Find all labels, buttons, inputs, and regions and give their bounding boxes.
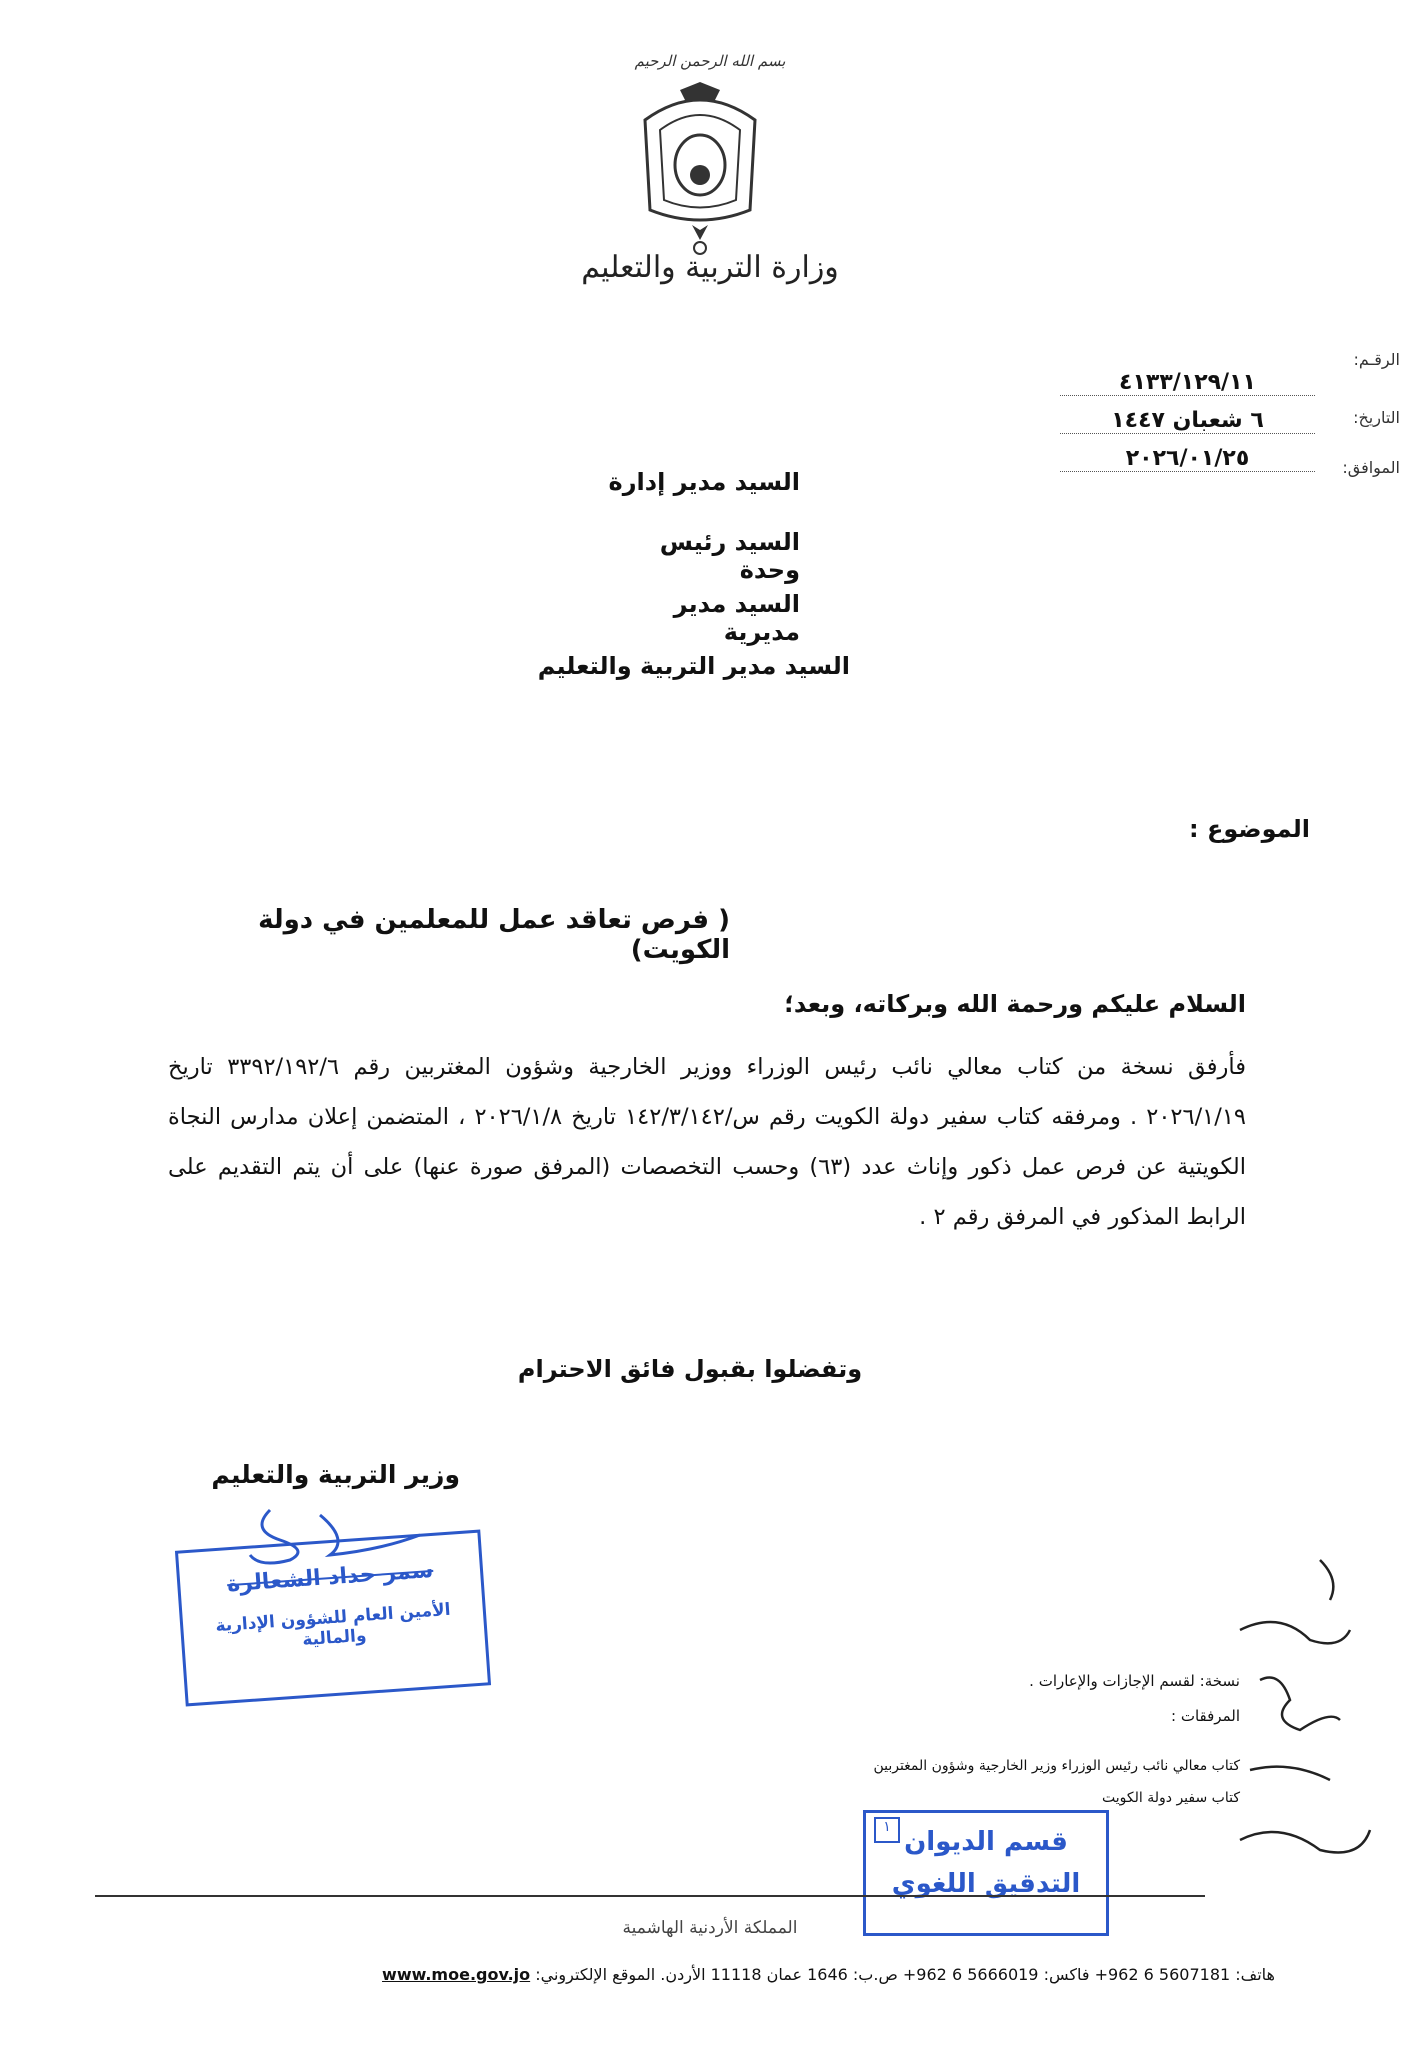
stamp-number: ١	[874, 1817, 900, 1843]
copy-to: نسخة: لقسم الإجازات والإعارات .	[1029, 1672, 1240, 1690]
addressee-2: السيد رئيس وحدة	[659, 528, 800, 584]
addressee-3: السيد مدير مديرية	[673, 590, 800, 646]
stamp-line2: التدقيق اللغوي	[891, 1869, 1081, 1899]
body-paragraph: فأرفق نسخة من كتاب معالي نائب رئيس الوزراء ووزير الخارجية وشؤون المغتربين رقم ٣٣٩٢/١٩٢/٦ تاريخ ٢٠٢٦/١/١٩ . ومرفقه كتاب سفير دولة الكويت رقم س/١٤٢/٣/١٤٢ تاريخ ٢٠٢٦/١/٨ ، المتضمن إعلان مدارس النجاة الكويتية عن فرص عمل ذكور وإناث عدد (٦٣) وحسب التخصصات (المرفق صورة عنها) على أن يتم التقديم على الرابط المذكور في المرفق رقم ٢ .	[168, 1054, 1247, 1230]
date-value: ٦ شعبان ١٤٤٧	[1060, 408, 1315, 434]
number-label: الرقـم:	[1353, 350, 1400, 369]
attachment-item: كتاب معالي نائب رئيس الوزراء وزير الخارجية وشؤون المغتربين	[873, 1758, 1240, 1774]
number-value: ٤١٣٣/١٢٩/١١	[1060, 370, 1315, 396]
date-label: التاريخ:	[1353, 408, 1400, 427]
attachment-item: كتاب سفير دولة الكويت	[1102, 1790, 1240, 1806]
stamp-line1: قسم الديوان	[904, 1827, 1068, 1857]
ministry-name: وزارة التربية والتعليم	[581, 250, 839, 285]
footer-kingdom: المملكة الأردنية الهاشمية	[622, 1918, 798, 1938]
stamp-role: الأمين العام للشؤون الإدارية والمالية	[214, 1599, 452, 1651]
subject-title: ( فرص تعاقد عمل للمعلمين في دولة الكويت)	[258, 905, 730, 965]
greeting: السلام عليكم ورحمة الله وبركاته، وبعد؛	[784, 990, 1246, 1018]
corresponding-value: ٢٠٢٦/٠١/٢٥	[1060, 446, 1315, 472]
footer-contact	[200, 1965, 1275, 1984]
footer-contact-text: هاتف: 5607181 6 962+ فاكس: 5666019 6 962+ ص.ب: 1646 عمان 11118 الأردن. الموقع الإلكتروني:	[535, 1965, 1275, 1984]
signature-title: وزير التربية والتعليم	[211, 1460, 460, 1489]
diwan-stamp	[863, 1810, 1109, 1936]
basmala: بسم الله الرحمن الرحيم	[634, 52, 786, 70]
signature-stamp	[175, 1530, 491, 1707]
coat-of-arms-icon	[630, 80, 770, 260]
addressee-1: السيد مدير إدارة	[608, 468, 800, 496]
stamp-name: سمر حداد الشعالرة	[226, 1557, 435, 1598]
subject-label: الموضوع :	[1189, 815, 1310, 843]
attachments-label: المرفقات :	[1171, 1707, 1240, 1725]
addressee-4: السيد مدير التربية والتعليم	[537, 652, 850, 680]
website-link[interactable]: www.moe.gov.jo	[382, 1965, 531, 1984]
handwritten-note-icon	[1220, 1540, 1380, 1890]
corresponding-label: الموافق:	[1342, 458, 1400, 477]
closing: وتفضلوا بقبول فائق الاحترام	[517, 1355, 863, 1383]
footer-divider	[95, 1895, 1205, 1897]
